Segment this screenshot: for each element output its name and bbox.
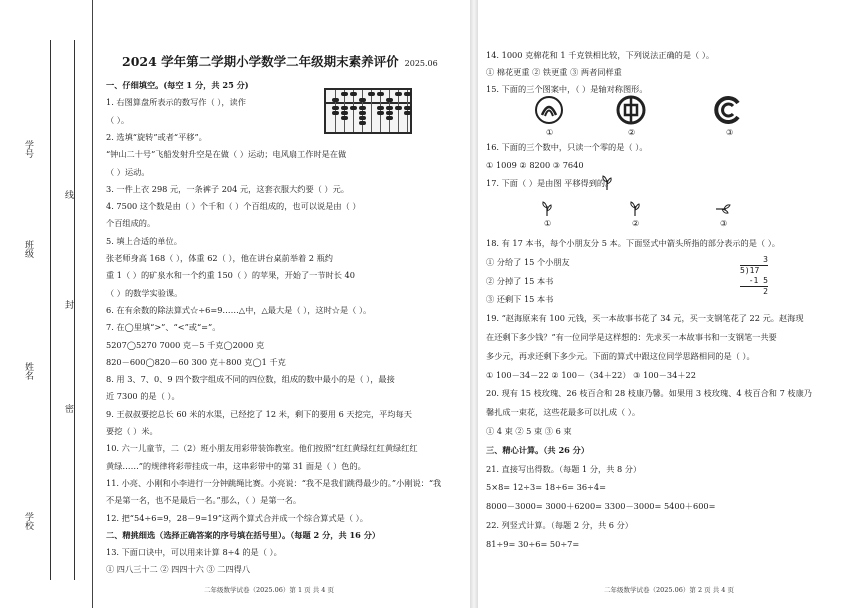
question-line: 16. 下面的三个数中，只读一个零的是（ ）。 [486,142,648,152]
q15-choice-1: ① [546,127,554,137]
question-line: 3. 一件上衣 298 元，一条裤子 204 元，这套衣服大约要（ ）元。 [106,183,349,194]
question-line: 8000－3000= 3000＋6200= 3300－3000= 5400＋600= [486,501,716,512]
q17-choice-1: ① [544,218,552,228]
question-line: 9. 王叔叔要挖总长 60 米的水渠，已经挖了 12 米，剩下的要用 6 天挖完，平均每天 [106,408,412,419]
question-line: ① 1009 ② 8200 ③ 7640 [486,160,584,170]
page-1-footer: 二年级数学试卷（2025.06）第 1 页 共 4 页 [204,586,334,594]
question-line: 2. 选填“旋转”或者“平移”。 [106,131,207,142]
question-line: 1. 右图算盘所表示的数写作（ ），读作 [106,97,246,108]
division-dividend: 5)17 [740,265,768,276]
flower-choice-2-icon [628,200,642,216]
question-line: 17. 下面（ ）是由图 平移得到的。 [486,178,614,188]
page-2-footer: 二年级数学试卷（2025.06）第 2 页 共 4 页 [604,586,734,594]
question-line: ① 棉花更重 ② 铁更重 ③ 两者同样重 [486,67,622,77]
question-line: 三、精心计算。（共 26 分） [486,444,590,455]
exam-title-text: 2024 学年第二学期小学数学二年级期末素养评价 [122,54,399,69]
seal-mark: 封 [63,300,73,309]
q18-long-division [740,255,768,297]
question-line: 黄绿……”的规律将彩带挂成一串，这串彩带中的第 31 面是（ ）色的。 [106,460,366,471]
q15-choice-3: ③ [726,127,734,137]
question-line: 11. 小亮、小刚和小李进行一分钟跳绳比赛。小亮说：“我不是我们跳得最少的。”小刚说：“我 [106,477,442,488]
exam-title [122,52,438,70]
question-line: ① 100－34－22 ② 100－（34＋22） ③ 100－34＋22 [486,369,696,380]
question-line: 19. “赵海原来有 100 元钱，买一本故事书花了 34 元，买一支钢笔花了 22 元。赵海现 [486,313,804,324]
question-line: （ ）。 [106,114,130,125]
binding-margin [0,0,93,608]
question-line: ① 4 束 ② 5 束 ③ 6 束 [486,426,572,436]
exam-page-2 [478,0,854,608]
china-mobile-logo-icon [534,95,564,125]
binding-line-inner [74,40,75,580]
division-product: -1 5 [740,276,768,287]
question-line: 12. 把“54÷6=9，28－9=19”这两个算式合并成一个综合算式是（ ）。 [106,512,368,523]
question-line: 5×8= 12÷3= 18÷6= 36÷4= [486,482,606,493]
question-line: 10. 六一儿童节，二（2）班小朋友用彩带装饰教室。他们按照“红红黄绿红红黄绿红红 [106,443,418,454]
bank-of-china-logo-icon [616,95,646,125]
question-line: 14. 1000 克棉花和 1 千克铁相比较，下列说法正确的是（ ）。 [486,50,715,60]
flower-sprout-icon [600,174,614,190]
question-line: ① 四八三十二 ② 四四十六 ③ 二四得八 [106,564,251,575]
question-line: 15. 下面的三个图案中，（ ）是轴对称图形。 [486,84,648,94]
question-line: 张老师身高 168（ ），体重 62（ ），他在讲台桌前举着 2 瓶约 [106,253,333,263]
line-mark: 线 [63,190,73,199]
school-label: 学校 [23,512,33,530]
question-line: 5. 填上合适的单位。 [106,235,182,246]
exam-date: 2025.06 [404,59,438,68]
citic-logo-icon [714,95,744,125]
question-line: 一、仔细填空。(每空 1 分，共 25 分) [106,80,249,90]
question-line: 个百组成的。 [106,218,156,229]
division-remainder: 2 [763,287,768,296]
question-line: ① 分给了 15 个小朋友 [486,256,570,267]
exam-page-1 [92,0,470,608]
question-line: 馨扎成一束花，这些花最多可以扎成（ ）。 [486,407,641,418]
question-line: 81÷9= 30÷6= 50÷7= [486,538,580,549]
question-line: 18. 有 17 本书，每个小朋友分 5 本。下面竖式中箭头所指的部分表示的是（ ）。 [486,238,780,248]
flower-choice-1-icon [540,200,554,216]
name-label: 姓名 [23,362,33,380]
question-line: 二、精挑细选（选择正确答案的序号填在括号里）。（每题 2 分，共 16 分） [106,529,381,540]
abacus-image [324,88,412,134]
question-line: 重 1（ ）的矿泉水和一个约重 150（ ）的苹果，开始了一节时长 40 [106,270,355,281]
question-line: （ ）运动。 [106,166,150,177]
question-line: 要挖（ ）米。 [106,426,158,436]
question-line: 4. 7500 这个数是由（ ）个千和（ ）个百组成的，也可以说是由（ ） [106,201,361,212]
q15-choice-2: ② [628,127,636,137]
question-line: 20. 现有 15 枝玫瑰、26 枝百合和 28 枝康乃馨。如果用 3 枝玫瑰、4 枝百合和 7 枝康乃 [486,388,812,399]
question-line: 22. 列竖式计算。（每题 2 分，共 6 分） [486,520,633,530]
question-line: 820－600◯820－60 300 克＋800 克◯1 千克 [106,356,286,367]
division-quotient: 3 [763,255,768,264]
question-line: 近 7300 的是（ ）。 [106,391,180,402]
binding-line [50,40,51,580]
question-line: 不是第一名，也不是最后一名。”那么，（ ）是第一名。 [106,495,302,506]
page-fold [470,0,478,608]
secret-mark: 密 [63,404,73,413]
question-line: 8. 用 3、7、0、9 四个数字组成不同的四位数，组成的数中最小的是（ ），最接 [106,374,395,385]
question-line: 6. 在有余数的除法算式☆÷6=9……△中，△最大是（ ），这时☆是（ ）。 [106,304,372,315]
question-line: 13. 下面口诀中，可以用来计算 8÷4 的是（ ）。 [106,547,282,558]
question-line: 多少元，再求还剩下多少元。下面的算式中跟这位同学思路相同的是（ ）。 [486,350,755,361]
question-line: （ ）的数学实验课。 [106,287,183,298]
student-id-label: 学号 [23,140,33,158]
question-line: “钟山二十号”飞船发射升空是在做（ ）运动；电风扇工作时是在做 [106,149,347,160]
class-label: 班级 [23,240,33,258]
q17-choice-2: ② [632,218,640,228]
question-line: ③ 还剩下 15 本书 [486,294,554,305]
flower-choice-3-icon [716,202,732,216]
q17-choice-3: ③ [720,218,728,228]
question-line: ② 分掉了 15 本书 [486,275,554,286]
question-line: 在还剩下多少钱？”有一位同学是这样想的：先求买一本故事书和一支钢笔一共要 [486,332,777,342]
question-line: 7. 在◯里填“>”、“<”或“=”。 [106,322,221,333]
question-line: 21. 直接写出得数。（每题 1 分，共 8 分） [486,463,642,474]
question-line: 5207◯5270 7000 克－5 千克◯2000 克 [106,339,265,350]
